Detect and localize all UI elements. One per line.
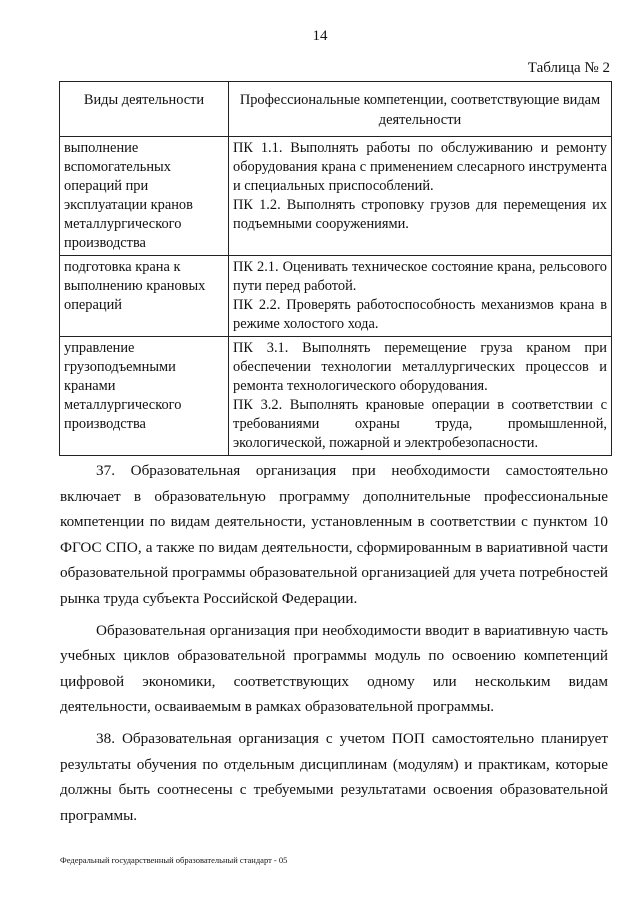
table-header-row bbox=[60, 82, 612, 137]
activity-cell: управление грузоподъемными кранами металлургического производства bbox=[60, 337, 229, 456]
page-number: 14 bbox=[312, 28, 328, 44]
table-row bbox=[60, 337, 612, 456]
header-competencies: Профессиональные компетенции, соответствующие видам деятельности bbox=[229, 82, 612, 137]
paragraph-38: 38. Образовательная организация с учетом ПОП самостоятельно планирует результаты обучения по отдельным дисциплинам (модулям) и практикам, которые должны быть соотнесены с требуемыми результатами освоения образовательной программы. bbox=[60, 729, 608, 824]
competency-item: ПК 2.1. Оценивать техническое состояние крана, рельсового пути перед работой. bbox=[233, 259, 607, 294]
competency-item: ПК 3.2. Выполнять крановые операции в соответствии с требованиями охраны труда, промышленной, экологической, пожарной и электробезопасности. bbox=[233, 397, 607, 451]
competencies-cell bbox=[229, 337, 612, 456]
competency-item: ПК 1.2. Выполнять строповку грузов для перемещения их подъемными сооружениями. bbox=[233, 197, 607, 232]
competencies-cell bbox=[229, 137, 612, 256]
table-row bbox=[60, 137, 612, 256]
header-activity: Виды деятельности bbox=[60, 82, 229, 137]
table-row bbox=[60, 256, 612, 337]
table-caption: Таблица № 2 bbox=[527, 60, 610, 76]
paragraph-digital-economy: Образовательная организация при необходимости вводит в вариативную часть учебных циклов образовательной программы модуль по освоению компетенций цифровой экономики, соответствующих одному или нескольким видам деятельности, осваиваемым в рамках образовательной программы. bbox=[60, 621, 608, 716]
footer: Федеральный государственный образовательный стандарт - 05 bbox=[60, 855, 288, 865]
competency-item: ПК 2.2. Проверять работоспособность механизмов крана в режиме холостого хода. bbox=[233, 297, 607, 332]
activity-cell: выполнение вспомогательных операций при эксплуатации кранов металлургического производства bbox=[60, 137, 229, 256]
competency-item: ПК 3.1. Выполнять перемещение груза краном при обеспечении технологии металлургических процессов и ремонта технологического оборудования. bbox=[233, 340, 607, 394]
competencies-cell bbox=[229, 256, 612, 337]
competency-item: ПК 1.1. Выполнять работы по обслуживанию и ремонту оборудования крана с применением слесарного инструмента и специальных приспособлений. bbox=[233, 140, 607, 194]
competencies-table bbox=[59, 81, 612, 456]
body-text bbox=[60, 458, 608, 828]
paragraph-37: 37. Образовательная организация при необходимости самостоятельно включает в образовательную программу дополнительные профессиональные компетенции по видам деятельности, установленным в соответствии с пунктом 10 ФГОС СПО, а также по видам деятельности, сформированным в вариативной части образовательной программы образовательной организацией для учета потребностей рынка труда субъекта Российской Федерации. bbox=[60, 462, 608, 607]
activity-cell: подготовка крана к выполнению крановых операций bbox=[60, 256, 229, 337]
